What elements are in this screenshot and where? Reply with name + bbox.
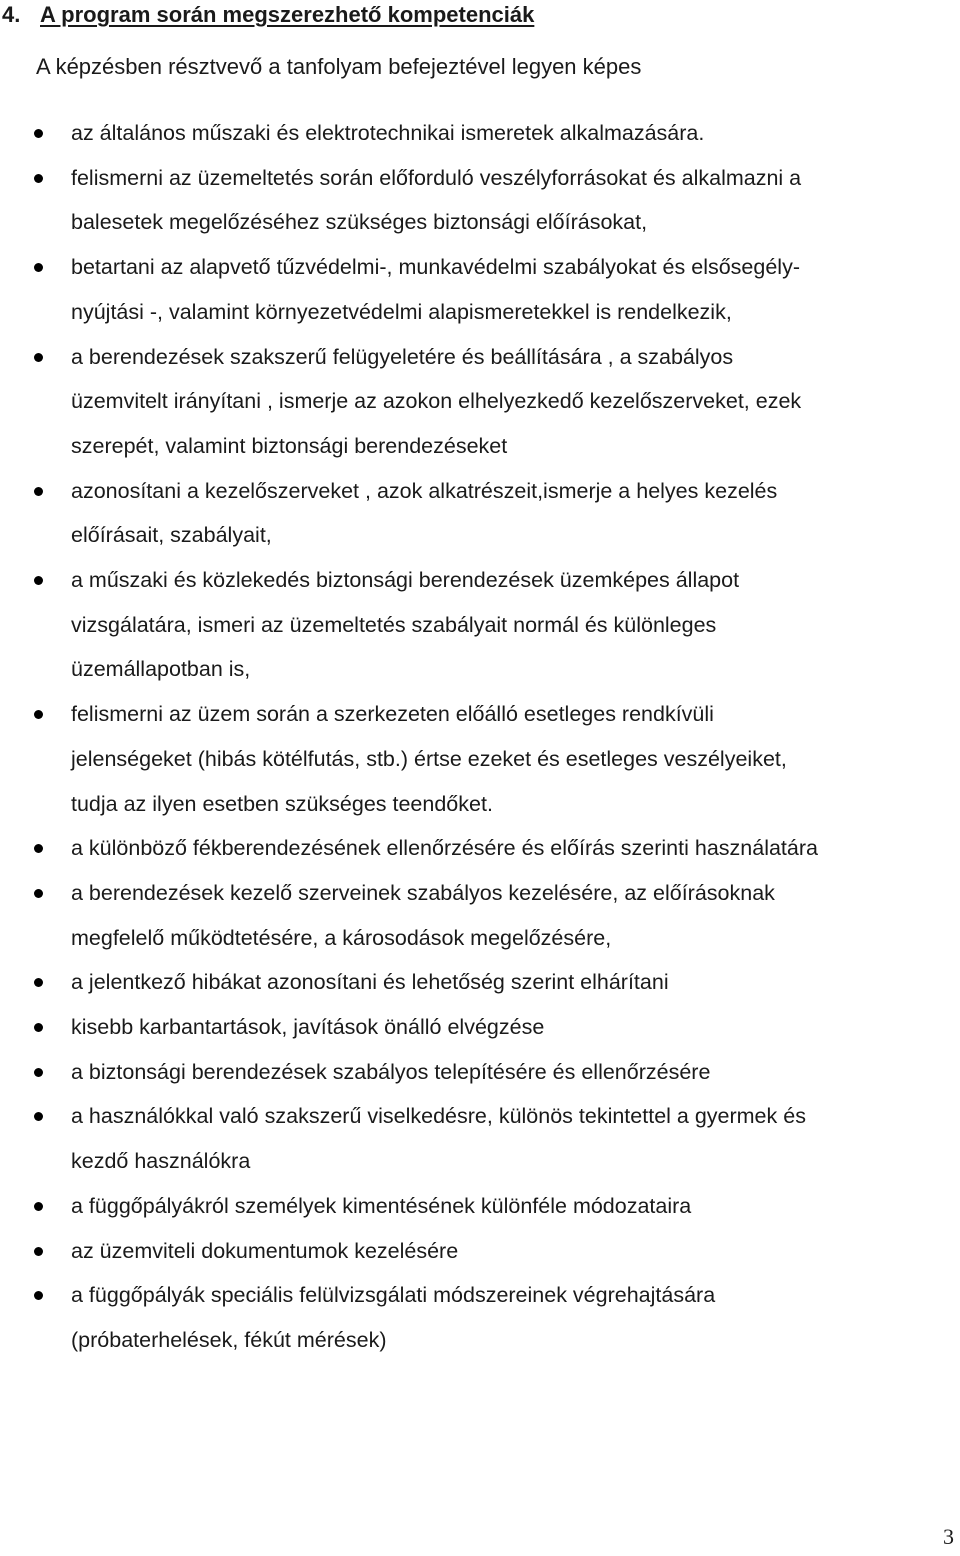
list-item-line: az üzemviteli dokumentumok kezelésére: [71, 1238, 459, 1263]
bullet-icon: [34, 1068, 43, 1077]
list-item-line: kisebb karbantartások, javítások önálló elvégzése: [71, 1015, 545, 1040]
bullet-icon: [34, 844, 43, 853]
list-item-line: üzemvitelt irányítani , ismerje az azokon elhelyezkedő kezelőszerveket, ezek: [71, 389, 802, 414]
list-item-line: (próbaterhelések, fékút mérések): [71, 1327, 387, 1352]
bullet-icon: [34, 576, 43, 585]
list-item-line: jelenségeket (hibás kötélfutás, stb.) értse ezeket és esetleges veszélyeiket,: [71, 746, 787, 771]
list-item: [0, 335, 960, 469]
bullet-icon: [34, 710, 43, 719]
list-item: [0, 245, 960, 334]
list-item-line: a használókkal való szakszerű viselkedésre, különös tekintettel a gyermek és: [71, 1104, 806, 1129]
list-item: [0, 156, 960, 245]
section-heading: [2, 0, 534, 30]
list-item-line: tudja az ilyen esetben szükséges teendőket.: [71, 791, 493, 816]
list-item-line: a műszaki és közlekedés biztonsági berendezések üzemképes állapot: [71, 568, 740, 593]
list-item-line: a függőpályák speciális felülvizsgálati módszereinek végrehajtására: [71, 1283, 716, 1308]
competency-list: [0, 111, 960, 1363]
list-item-line: a különböző fékberendezésének ellenőrzésére és előírás szerinti használatára: [71, 836, 818, 861]
bullet-icon: [34, 129, 43, 138]
list-item-line: üzemállapotban is,: [71, 657, 251, 682]
list-item-line: azonosítani a kezelőszerveket , azok alkatrészeit,ismerje a helyes kezelés: [71, 478, 778, 503]
list-item-line: vizsgálatára, ismeri az üzemeltetés szabályait normál és különleges: [71, 612, 717, 637]
list-item: [0, 469, 960, 558]
bullet-icon: [34, 1023, 43, 1032]
bullet-icon: [34, 1291, 43, 1300]
list-item: [0, 826, 960, 871]
list-item-line: a jelentkező hibákat azonosítani és lehetőség szerint elhárítani: [71, 970, 669, 995]
bullet-icon: [34, 353, 43, 362]
bullet-icon: [34, 487, 43, 496]
bullet-icon: [34, 263, 43, 272]
list-item: [0, 1005, 960, 1050]
list-item: [0, 1094, 960, 1183]
list-item-line: az általános műszaki és elektrotechnikai ismeretek alkalmazására.: [71, 121, 705, 145]
section-number: 4.: [2, 2, 21, 27]
list-item: [0, 871, 960, 960]
list-item: [0, 1229, 960, 1274]
list-item: [0, 1273, 960, 1362]
list-item-line: szerepét, valamint biztonsági berendezéseket: [71, 433, 508, 458]
bullet-icon: [34, 1112, 43, 1121]
list-item-line: balesetek megelőzéséhez szükséges biztonsági előírásokat,: [71, 210, 648, 235]
list-item-line: felismerni az üzem során a szerkezeten előálló esetleges rendkívüli: [71, 702, 714, 727]
list-item-line: a biztonsági berendezések szabályos telepítésére és ellenőrzésére: [71, 1059, 711, 1084]
list-item-line: megfelelő működtetésére, a károsodások megelőzésére,: [71, 925, 612, 950]
list-item-line: a berendezések szakszerű felügyeletére és beállítására , a szabályos: [71, 344, 734, 369]
bullet-icon: [34, 978, 43, 987]
list-item: [0, 692, 960, 826]
list-item: [0, 1050, 960, 1095]
bullet-icon: [34, 1202, 43, 1211]
bullet-icon: [34, 174, 43, 183]
list-item-line: kezdő használókra: [71, 1149, 251, 1174]
list-item: [0, 1184, 960, 1229]
list-item: [0, 960, 960, 1005]
page-number: 3: [943, 1524, 954, 1549]
list-item: [0, 558, 960, 692]
bullet-icon: [34, 1247, 43, 1256]
intro-sentence: A képzésben résztvevő a tanfolyam befejeztével legyen képes: [36, 54, 642, 79]
list-item-line: betartani az alapvető tűzvédelmi-, munkavédelmi szabályokat és elsősegély-: [71, 255, 800, 280]
list-item-line: a berendezések kezelő szerveinek szabályos kezelésére, az előírásoknak: [71, 880, 775, 905]
list-item-line: előírásait, szabályait,: [71, 523, 272, 548]
list-item-line: a függőpályákról személyek kimentésének különféle módozataira: [71, 1193, 692, 1218]
section-title: A program során megszerezhető kompetenciák: [40, 2, 535, 27]
list-item-line: felismerni az üzemeltetés során előforduló veszélyforrásokat és alkalmazni a: [71, 165, 802, 190]
bullet-icon: [34, 889, 43, 898]
list-item: [0, 111, 960, 156]
list-item-line: nyújtási -, valamint környezetvédelmi alapismeretekkel is rendelkezik,: [71, 299, 732, 324]
